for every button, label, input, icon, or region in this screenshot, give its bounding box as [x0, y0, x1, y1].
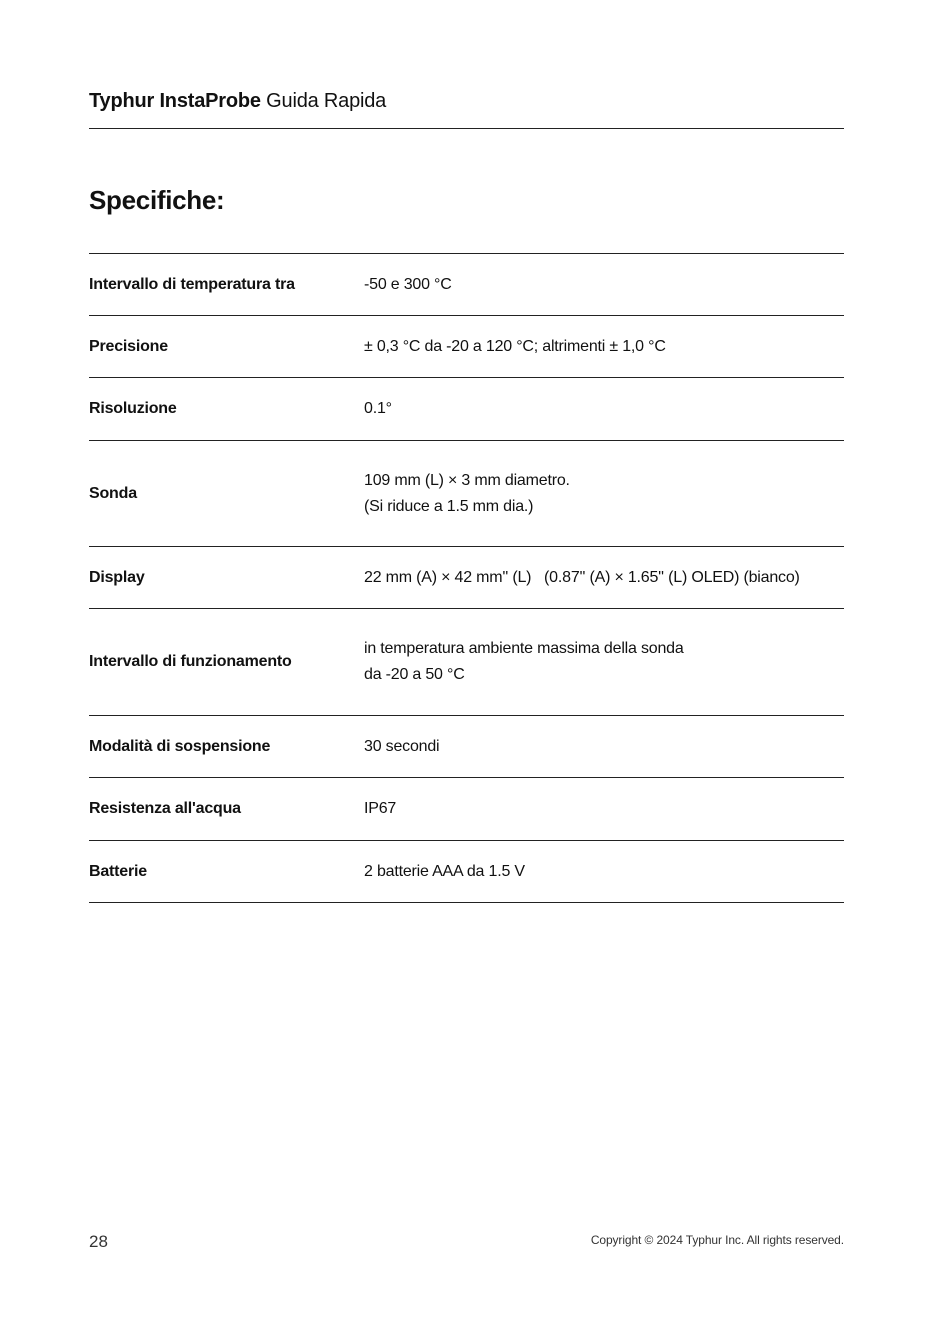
spec-label: Intervallo di funzionamento	[89, 653, 292, 670]
section-title: Specifiche:	[89, 185, 225, 215]
spec-value-line: in temperatura ambiente massima della sonda	[364, 640, 684, 657]
header-subtitle: Guida Rapida	[266, 90, 387, 112]
spec-row-precision	[89, 316, 844, 378]
spec-value-line: -50 e 300 °C	[364, 275, 452, 293]
header-divider	[89, 128, 844, 129]
spec-row-sleep-mode	[89, 716, 844, 778]
spec-value-line: ± 0,3 °C da -20 a 120 °C; altrimenti ± 1,0 °C	[364, 337, 666, 355]
spec-value	[364, 734, 844, 760]
spec-value-line: 22 mm (A) × 42 mm'' (L) (0.87'' (A) × 1.65'' (L) OLED) (bianco)	[364, 568, 800, 586]
spec-value-line: 0.1°	[364, 400, 392, 417]
spec-label: Precisione	[89, 337, 168, 355]
spec-value-line: da -20 a 50 °C	[364, 666, 465, 683]
spec-row-temperature-range	[89, 254, 844, 316]
spec-table	[89, 253, 844, 903]
spec-label: Resistenza all'acqua	[89, 800, 241, 817]
spec-value	[364, 272, 844, 298]
spec-label: Intervallo di temperatura tra	[89, 275, 295, 293]
spec-row-probe	[89, 441, 844, 547]
spec-value	[364, 796, 844, 822]
spec-value-line: 2 batterie AAA da 1.5 V	[364, 862, 525, 880]
spec-value	[364, 565, 844, 591]
spec-value-line: 109 mm (L) × 3 mm diametro.	[364, 471, 570, 489]
page-number: 28	[89, 1232, 108, 1251]
spec-value	[364, 859, 844, 885]
spec-label: Batterie	[89, 862, 147, 880]
spec-value-line: (Si riduce a 1.5 mm dia.)	[364, 497, 534, 515]
spec-value-line: IP67	[364, 800, 397, 817]
spec-row-display	[89, 547, 844, 609]
spec-value-line: 30 secondi	[364, 737, 440, 755]
spec-row-operating-range	[89, 609, 844, 716]
spec-value	[364, 334, 844, 360]
spec-row-batteries	[89, 841, 844, 903]
copyright-notice: Copyright © 2024 Typhur Inc. All rights reserved.	[590, 1233, 844, 1247]
page-header	[89, 88, 844, 114]
spec-label: Risoluzione	[89, 400, 177, 417]
spec-row-water-resistance	[89, 778, 844, 841]
spec-row-resolution	[89, 378, 844, 441]
spec-value	[364, 468, 844, 520]
header-brand: Typhur InstaProbe	[89, 90, 261, 112]
spec-value	[364, 636, 844, 688]
spec-label: Modalità di sospensione	[89, 737, 271, 755]
spec-value	[364, 396, 844, 422]
spec-label: Sonda	[89, 484, 137, 502]
spec-label: Display	[89, 568, 145, 586]
